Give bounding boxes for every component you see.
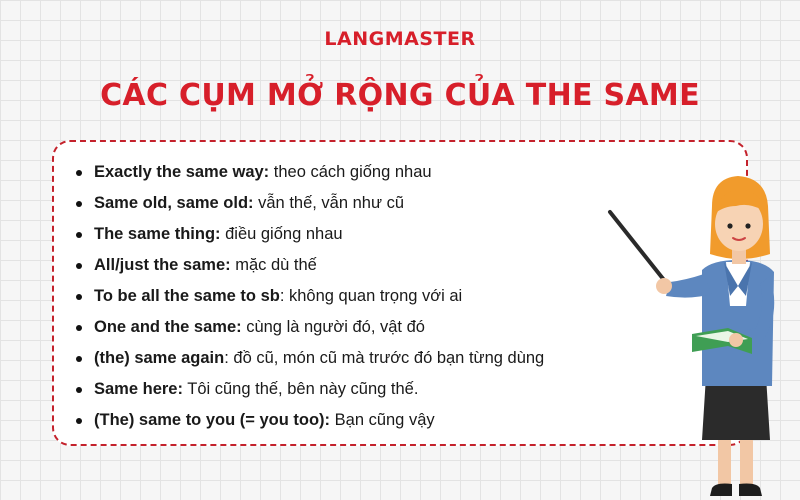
- phrase-meaning: : không quan trọng với ai: [279, 287, 463, 305]
- phrase-term: Same old, same old:: [94, 194, 254, 212]
- phrase-meaning: theo cách giống nhau: [269, 163, 432, 181]
- list-item: [72, 250, 544, 281]
- phrase-meaning: cùng là người đó, vật đó: [241, 318, 425, 336]
- list-item: [72, 405, 544, 436]
- phrase-meaning: điều giống nhau: [220, 225, 343, 243]
- list-item: [72, 157, 544, 188]
- teacher-illustration: [600, 176, 800, 500]
- phrase-term: Exactly the same way:: [94, 163, 270, 181]
- leg-left: [718, 432, 731, 490]
- list-item: [72, 312, 544, 343]
- hand-left: [656, 278, 672, 294]
- eye-right: [745, 223, 750, 228]
- phrase-meaning: Bạn cũng vậy: [330, 411, 435, 429]
- phrase-meaning: mặc dù thế: [230, 256, 317, 274]
- phrase-term: One and the same:: [94, 318, 242, 336]
- shoe-left: [710, 484, 732, 497]
- phrase-meaning: Tôi cũng thế, bên này cũng thế.: [182, 380, 419, 398]
- shoe-right: [739, 484, 762, 497]
- page-title: CÁC CỤM MỞ RỘNG CỦA THE SAME: [100, 78, 700, 113]
- phrase-term: (the) same again: [94, 349, 225, 367]
- hand-right: [729, 333, 743, 347]
- pointer-stick: [610, 212, 664, 280]
- phrase-term: Same here:: [94, 380, 183, 398]
- phrase-term: The same thing:: [94, 225, 221, 243]
- list-item: [72, 374, 544, 405]
- list-item: [72, 281, 544, 312]
- eye-left: [727, 223, 732, 228]
- phrase-term: All/just the same:: [94, 256, 231, 274]
- list-item: [72, 188, 544, 219]
- phrase-meaning: vẫn thế, vẫn như cũ: [253, 194, 405, 212]
- phrase-term: To be all the same to sb: [94, 287, 280, 305]
- phrase-meaning: : đồ cũ, món cũ mà trước đó bạn từng dùng: [224, 349, 545, 367]
- list-item: [72, 343, 544, 374]
- brand-logo: LANGMASTER: [324, 28, 476, 50]
- raised-arm: [666, 274, 712, 298]
- phrase-list: [72, 157, 544, 436]
- phrase-term: (The) same to you (= you too):: [94, 411, 331, 429]
- list-item: [72, 219, 544, 250]
- leg-right: [740, 432, 753, 490]
